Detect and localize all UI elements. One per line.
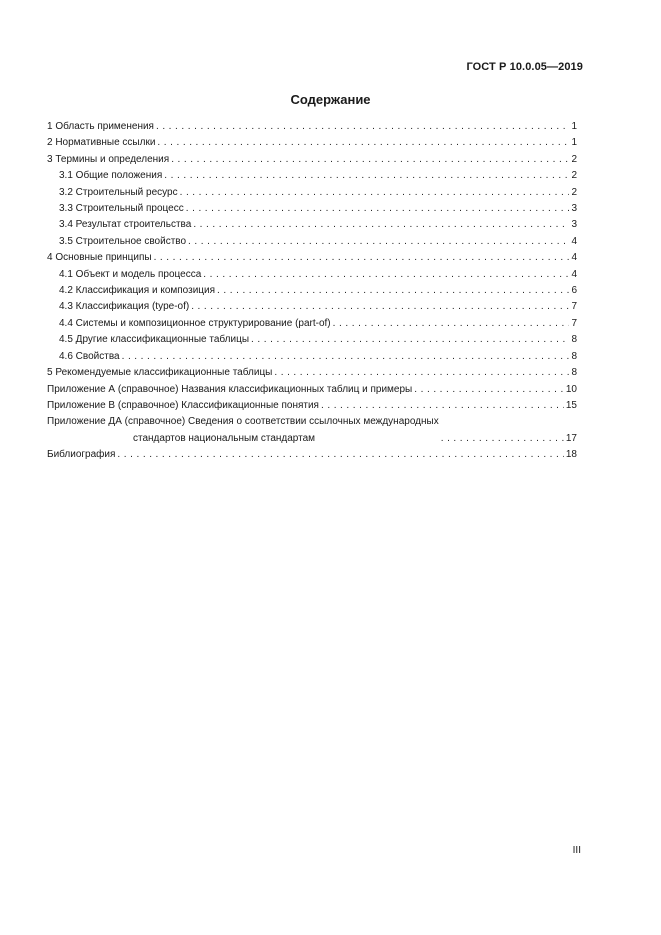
toc-entry-4-5[interactable] — [47, 332, 577, 348]
dot-leader — [414, 382, 564, 398]
dot-leader — [156, 119, 569, 135]
toc-entry-title: Приложение В (справочное) Классификационные понятия — [47, 399, 319, 411]
dot-leader — [122, 349, 570, 365]
toc-entry-page: 2 — [571, 170, 577, 182]
toc-entry-title: 4.1 Объект и модель процесса — [59, 268, 202, 280]
toc-entry-4-6[interactable] — [47, 349, 577, 365]
toc-entry-page: 6 — [571, 285, 577, 297]
toc-entry-title: 4 Основные принципы — [47, 252, 152, 264]
toc-entry-title: Библиография — [47, 449, 116, 461]
toc-entry-title: 4.6 Свойства — [59, 350, 120, 362]
toc-entry-page: 3 — [571, 203, 577, 215]
dot-leader — [186, 201, 570, 217]
toc-entry-1[interactable] — [47, 119, 577, 135]
page-number: III — [572, 845, 581, 856]
dot-leader — [333, 316, 570, 332]
toc-entry-4-3[interactable] — [47, 299, 577, 315]
toc-entry-4-2[interactable] — [47, 283, 577, 299]
toc-entry-3-5[interactable] — [47, 234, 577, 250]
toc-entry-page: 8 — [571, 334, 577, 346]
toc-entry-page: 18 — [565, 449, 577, 461]
dot-leader — [171, 152, 569, 168]
toc-entry-3-2[interactable] — [47, 185, 577, 201]
toc-entry-page: 7 — [571, 317, 577, 329]
toc-entry-title-line-1: Приложение ДА (справочное) Сведения о соответствии ссылочных международных — [47, 416, 439, 428]
toc-entry-appendix-da[interactable] — [47, 414, 577, 447]
document-number: ГОСТ Р 10.0.05—2019 — [466, 61, 583, 73]
toc-entry-page: 1 — [571, 137, 577, 149]
toc-entry-2[interactable] — [47, 135, 577, 151]
toc-entry-page: 17 — [565, 432, 577, 444]
toc-entry-title: 3.3 Строительный процесс — [59, 203, 184, 215]
toc-entry-3-1[interactable] — [47, 168, 577, 184]
toc-entry-4-1[interactable] — [47, 267, 577, 283]
toc-entry-page: 1 — [571, 121, 577, 132]
toc-entry-title: Приложение А (справочное) Названия классификационных таблиц и примеры — [47, 383, 413, 395]
dot-leader — [217, 283, 569, 299]
toc-entry-page: 3 — [571, 219, 577, 231]
toc-entry-title: 2 Нормативные ссылки — [47, 137, 156, 149]
toc-entry-title: 3.4 Результат строительства — [59, 219, 192, 231]
toc-entry-title: 3.5 Строительное свойство — [59, 235, 187, 247]
toc-entry-3-3[interactable] — [47, 201, 577, 217]
toc-entry-page: 2 — [571, 153, 577, 165]
toc-entry-title: 3.2 Строительный ресурс — [59, 186, 178, 198]
dot-leader — [191, 299, 569, 315]
toc-entry-page: 4 — [571, 235, 577, 247]
toc-title: Содержание — [290, 92, 371, 107]
toc-entry-page: 10 — [565, 383, 577, 395]
toc-entry-3-4[interactable] — [47, 217, 577, 233]
toc-entry-page: 8 — [571, 350, 577, 362]
table-of-contents — [47, 119, 577, 464]
toc-entry-appendix-a[interactable] — [47, 382, 577, 398]
toc-entry-title: 3.1 Общие положения — [59, 170, 163, 182]
toc-entry-4-4[interactable] — [47, 316, 577, 332]
dot-leader — [117, 447, 563, 463]
toc-entry-4[interactable] — [47, 250, 577, 266]
toc-entry-3[interactable] — [47, 152, 577, 168]
toc-entry-page: 7 — [571, 301, 577, 313]
dot-leader — [251, 332, 569, 348]
toc-entry-title: 4.4 Системы и композиционное структурирование (part-of) — [59, 317, 331, 329]
dot-leader — [154, 250, 570, 266]
toc-entry-page: 4 — [571, 268, 577, 280]
dot-leader — [203, 267, 569, 283]
dot-leader — [188, 234, 569, 250]
dot-leader — [157, 135, 569, 151]
toc-entry-page: 8 — [571, 367, 577, 379]
toc-entry-page: 4 — [571, 252, 577, 264]
toc-entry-bibliography[interactable] — [47, 447, 577, 463]
toc-entry-title — [47, 414, 439, 447]
toc-entry-title: 4.3 Классификация (type-of) — [59, 301, 190, 313]
dot-leader — [321, 398, 564, 414]
toc-entry-title: 4.2 Классификация и композиция — [59, 285, 216, 297]
dot-leader — [193, 217, 569, 233]
toc-entry-title: 3 Термины и определения — [47, 153, 170, 165]
toc-entry-title: 4.5 Другие классификационные таблицы — [59, 334, 250, 346]
toc-entry-5[interactable] — [47, 365, 577, 381]
dot-leader — [274, 365, 569, 381]
toc-entry-page: 2 — [571, 186, 577, 198]
dot-leader — [441, 431, 564, 447]
toc-entry-appendix-b[interactable] — [47, 398, 577, 414]
toc-entry-page: 15 — [565, 399, 577, 411]
toc-entry-title: 1 Область применения — [47, 121, 154, 132]
dot-leader — [164, 168, 569, 184]
toc-entry-title: 5 Рекомендуемые классификационные таблицы — [47, 367, 273, 379]
dot-leader — [180, 185, 570, 201]
toc-entry-title-line-2: стандартов национальным стандартам — [133, 432, 316, 444]
